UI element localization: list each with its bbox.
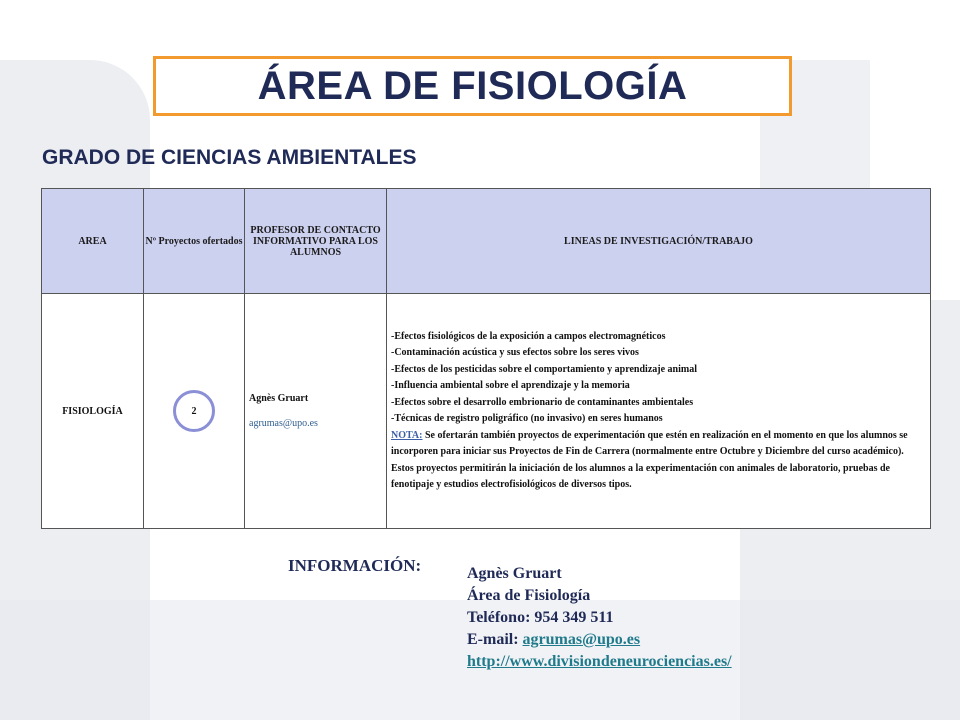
- website-link[interactable]: http://www.divisiondeneurociencias.es/: [467, 653, 732, 670]
- professor-email-link[interactable]: agrumas@upo.es: [249, 418, 318, 429]
- cell-contact-professor: [245, 294, 387, 529]
- info-label: INFORMACIÓN:: [288, 556, 422, 575]
- header-research-lines: LINEAS DE INVESTIGACIÓN/TRABAJO: [387, 189, 931, 294]
- contact-email-label: E-mail:: [467, 631, 523, 648]
- cell-area: FISIOLOGÍA: [42, 294, 144, 529]
- research-line: -Contaminación acústica y sus efectos sobre los seres vivos: [391, 347, 639, 358]
- cell-num-projects: [144, 294, 245, 529]
- research-line: -Efectos fisiológicos de la exposición a campos electromagnéticos: [391, 330, 666, 342]
- contact-name: Agnès Gruart: [467, 565, 562, 582]
- nota-label: NOTA:: [391, 429, 423, 441]
- research-line: -Efectos sobre el desarrollo embrionario de contaminantes ambientales: [391, 396, 694, 408]
- num-projects-value: 2: [191, 405, 197, 417]
- contact-area: Área de Fisiología: [467, 587, 591, 604]
- contact-phone: Teléfono: 954 349 511: [467, 609, 614, 626]
- nota-text: Se ofertarán también proyectos de experimentación que estén en realización en el momento en que los alumnos se incorporen para iniciar sus Proyectos de Fin de Carrera (normalmente entre Octubre y Diciembre del curso académico). Estos proyectos permitirán la iniciación de los alumnos a la experimentación con animales de laboratorio, pruebas de fenotipaje y estudios electrofisiológicos de diversos tipos.: [391, 429, 908, 490]
- table-header-row: [42, 189, 931, 294]
- research-line: -Influencia ambiental sobre el aprendizaje y la memoria: [391, 380, 630, 391]
- highlight-circle: [173, 390, 215, 432]
- professor-name: Agnès Gruart: [249, 393, 309, 404]
- title-box: [153, 56, 792, 116]
- cell-research-lines: [387, 294, 931, 529]
- nota-paragraph: [391, 428, 924, 494]
- table-row: [42, 294, 931, 529]
- projects-table: [41, 188, 931, 529]
- header-area: AREA: [42, 189, 144, 294]
- contact-email-row: [467, 629, 732, 651]
- research-line: -Técnicas de registro poligráfico (no invasivo) en seres humanos: [391, 413, 663, 424]
- contact-email-link[interactable]: agrumas@upo.es: [522, 631, 641, 648]
- page-subtitle: GRADO DE CIENCIAS AMBIENTALES: [42, 146, 417, 169]
- contact-info: [467, 563, 732, 673]
- page-title: ÁREA DE FISIOLOGÍA: [257, 63, 688, 108]
- header-num-projects: Nº Proyectos ofertados: [144, 189, 245, 294]
- research-line: -Efectos de los pesticidas sobre el comportamiento y aprendizaje animal: [391, 363, 697, 375]
- header-contact-professor: PROFESOR DE CONTACTO INFORMATIVO PARA LOS ALUMNOS: [245, 189, 387, 294]
